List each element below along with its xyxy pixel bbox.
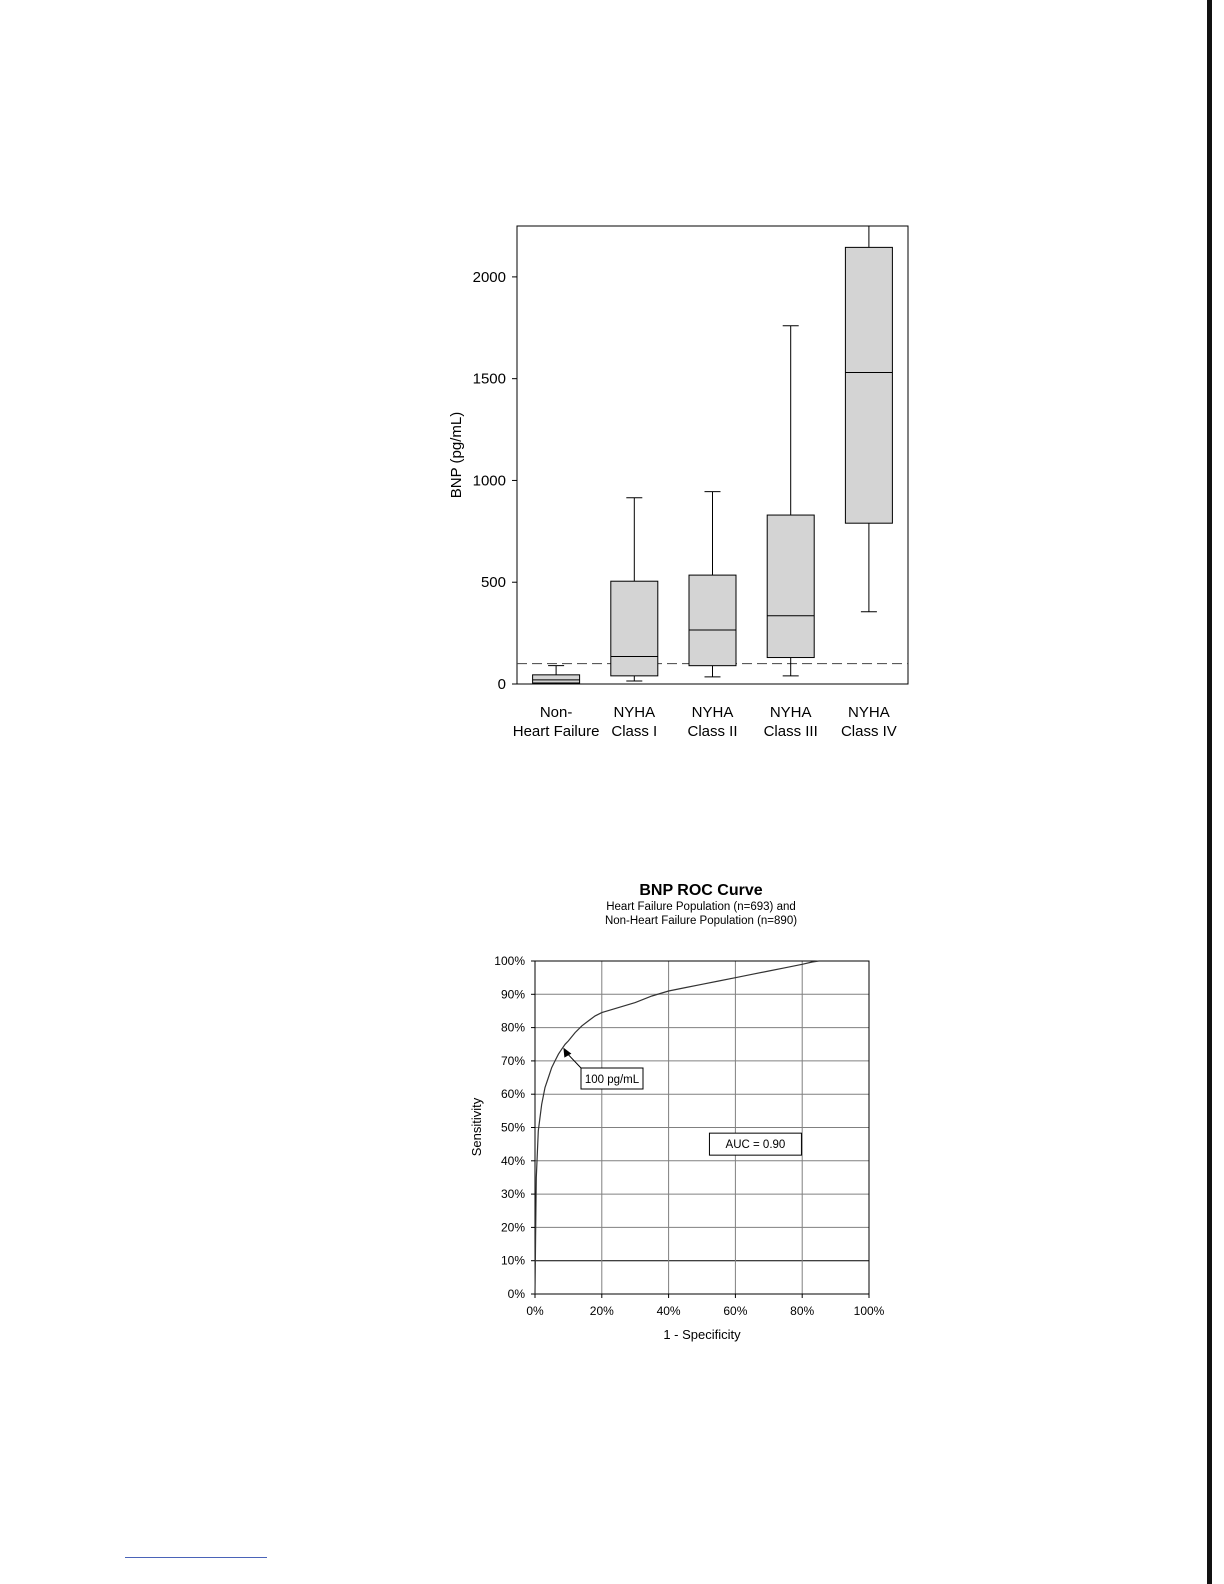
roc-annotation-threshold-label: 100 pg/mL xyxy=(584,1074,640,1086)
roc-y-tick-label: 20% xyxy=(500,1220,525,1235)
roc-tick-labels xyxy=(494,954,884,1318)
boxplot-category-label: Heart Failure xyxy=(512,723,600,740)
roc-subtitle-line-1: Heart Failure Population (n=693) and xyxy=(606,901,796,913)
boxplot-y-axis-label: BNP (pg/mL) xyxy=(448,411,465,499)
roc-y-tick-label: 80% xyxy=(500,1020,525,1035)
roc-y-tick-label: 40% xyxy=(500,1153,525,1168)
roc-y-tick-label: 30% xyxy=(500,1187,525,1202)
roc-x-axis-label: 1 - Specificity xyxy=(663,1327,741,1342)
roc-y-tick-label: 70% xyxy=(500,1053,525,1068)
bnp-boxplot-chart xyxy=(448,226,908,740)
roc-x-tick-label: 100% xyxy=(853,1304,885,1318)
roc-annotations xyxy=(563,1048,801,1156)
boxplot-box-iqr xyxy=(533,675,580,683)
boxplot-box-group xyxy=(767,326,814,676)
boxplot-box-group xyxy=(533,666,580,684)
roc-y-tick-label: 0% xyxy=(507,1287,525,1301)
roc-x-tick-label: 40% xyxy=(656,1304,681,1318)
roc-x-tick-label: 0% xyxy=(526,1304,544,1318)
roc-y-tick-label: 100% xyxy=(494,954,525,968)
roc-y-tick-label: 50% xyxy=(500,1120,525,1135)
boxplot-box-group xyxy=(845,226,892,612)
boxplot-box-iqr xyxy=(611,581,658,676)
boxplot-category-label: Class II xyxy=(687,723,738,740)
boxplot-box-group xyxy=(689,492,736,677)
boxplot-y-tick-label: 0 xyxy=(497,676,506,693)
boxplot-box-iqr xyxy=(767,515,814,657)
boxplot-category-label: NYHA xyxy=(691,704,734,721)
boxplot-category-label: Class I xyxy=(611,723,658,740)
boxplot-y-tick-label: 1000 xyxy=(472,472,506,490)
boxplot-y-ticks xyxy=(473,269,517,693)
boxplot-box-iqr xyxy=(845,247,892,523)
boxplot-y-tick-label: 500 xyxy=(480,574,506,592)
roc-x-tick-label: 60% xyxy=(723,1304,748,1318)
boxplot-category-label: NYHA xyxy=(769,704,812,721)
roc-annotation-auc-label: AUC = 0.90 xyxy=(725,1139,786,1152)
roc-x-tick-label: 20% xyxy=(589,1304,614,1318)
boxplot-category-label: Class III xyxy=(763,723,818,740)
boxplot-category-label: Non- xyxy=(539,704,573,721)
roc-subtitle-line-2: Non-Heart Failure Population (n=890) xyxy=(604,915,798,927)
boxplot-y-tick-label: 2000 xyxy=(472,268,506,286)
roc-y-tick-label: 60% xyxy=(500,1087,525,1102)
boxplot-y-tick-label: 1500 xyxy=(472,370,506,388)
roc-y-tick-label: 90% xyxy=(500,987,525,1002)
boxplot-box-iqr xyxy=(689,575,736,666)
boxplot-boxes xyxy=(533,226,893,684)
boxplot-category-label: Class IV xyxy=(840,723,897,740)
roc-x-tick-label: 80% xyxy=(790,1304,815,1318)
boxplot-category-labels xyxy=(513,704,897,740)
boxplot-category-label: NYHA xyxy=(848,704,890,721)
boxplot-category-label: NYHA xyxy=(613,704,656,721)
bnp-roc-chart xyxy=(469,882,885,1342)
roc-gridlines xyxy=(535,961,869,1294)
roc-y-axis-label: Sensitivity xyxy=(469,1097,484,1157)
boxplot-box-group xyxy=(611,498,658,681)
roc-title: BNP ROC Curve xyxy=(639,882,763,899)
roc-y-tick-label: 10% xyxy=(500,1253,525,1268)
